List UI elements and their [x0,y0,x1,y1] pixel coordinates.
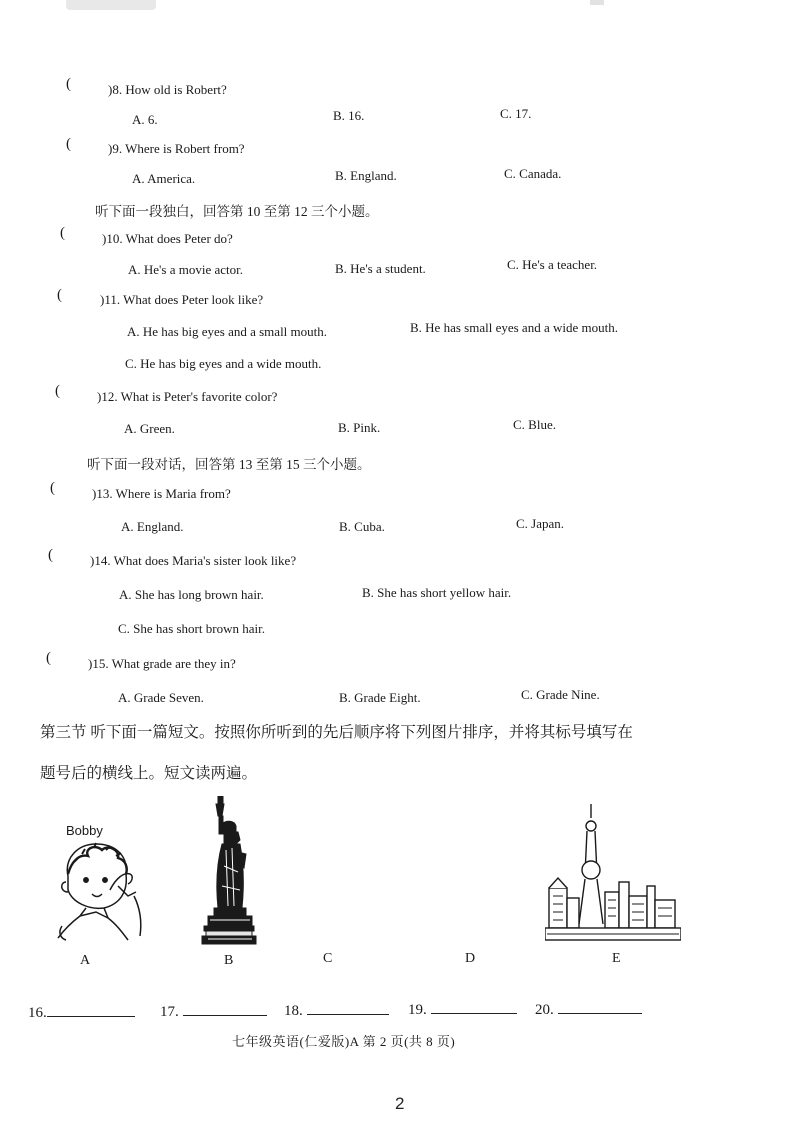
q9-option-b: B. England. [335,168,397,183]
answer-paren-9: ( [66,136,71,152]
q14-option-c: C. She has short brown hair. [118,621,265,636]
instruction-dialogue: 听下面一段对话，回答第 13 至第 15 三个小题。 [87,457,371,472]
page-footer: 七年级英语(仁爱版)A 第 2 页(共 8 页) [232,1034,456,1049]
answer-paren-10: ( [60,225,65,241]
question-15: )15. What grade are they in? [88,656,236,671]
q11-option-b: B. He has small eyes and a wide mouth. [410,320,618,335]
answer-blank-17-number: 17. [160,1004,179,1020]
picture-label-a: A [80,953,91,968]
bobby-picture [50,838,150,946]
answer-line-18[interactable] [307,1000,389,1015]
shanghai-skyline-picture [545,804,681,944]
answer-line-19[interactable] [431,999,517,1014]
section3-heading-cont: 题号后的横线上。短文读两遍。 [40,765,258,782]
q15-option-c: C. Grade Nine. [521,687,600,702]
answer-line-20[interactable] [558,999,642,1014]
q13-option-c: C. Japan. [516,516,565,531]
section3-heading: 第三节 听下面一篇短文。按照你所听到的先后顺序将下列图片排序，并将其标号填写在 [40,724,633,741]
question-11: )11. What does Peter look like? [100,292,264,307]
instruction-monologue: 听下面一段独白，回答第 10 至第 12 三个小题。 [95,204,379,219]
q14-option-a: A. She has long brown hair. [119,587,264,602]
answer-blank-18[interactable] [284,1000,389,1020]
answer-paren-13: ( [50,480,55,496]
answer-blank-18-number: 18. [284,1003,303,1019]
q11-option-c: C. He has big eyes and a wide mouth. [125,356,322,371]
statue-of-liberty-picture [200,796,258,948]
q14-option-b: B. She has short yellow hair. [362,585,512,600]
question-9: )9. Where is Robert from? [108,141,245,156]
picture-label-d: D [465,951,476,966]
q9-option-a: A. America. [132,171,196,186]
q12-option-a: A. Green. [124,421,175,436]
answer-line-16[interactable] [47,1002,135,1017]
picture-label-e: E [612,951,621,966]
q12-option-b: B. Pink. [338,420,381,435]
q10-option-b: B. He's a student. [335,261,426,276]
scan-smudge-top-right [590,0,604,5]
q13-option-b: B. Cuba. [339,519,385,534]
answer-paren-12: ( [55,383,60,399]
q15-option-b: B. Grade Eight. [339,690,421,705]
answer-blank-16-number: 16. [28,1005,47,1021]
answer-blank-17[interactable] [160,1001,267,1021]
q12-option-c: C. Blue. [513,417,556,432]
answer-blank-20-number: 20. [535,1002,554,1018]
q13-option-a: A. England. [121,519,184,534]
question-10: )10. What does Peter do? [102,231,233,246]
q15-option-a: A. Grade Seven. [118,690,204,705]
q10-option-c: C. He's a teacher. [507,257,598,272]
answer-paren-15: ( [46,650,51,666]
page-number: 2 [395,1094,405,1113]
q8-option-b: B. 16. [333,108,365,123]
q10-option-a: A. He's a movie actor. [128,262,243,277]
scan-smudge-top [66,0,156,10]
q8-option-c: C. 17. [500,106,532,121]
q9-option-c: C. Canada. [504,166,562,181]
answer-line-17[interactable] [183,1001,267,1016]
answer-blank-16[interactable] [28,1002,135,1022]
q8-option-a: A. 6. [132,112,158,127]
answer-blank-19[interactable] [408,999,517,1019]
question-8: )8. How old is Robert? [108,82,227,97]
answer-paren-14: ( [48,547,53,563]
answer-paren-11: ( [57,287,62,303]
bobby-caption: Bobby [66,823,103,838]
question-12: )12. What is Peter's favorite color? [97,389,278,404]
q11-option-a: A. He has big eyes and a small mouth. [127,324,328,339]
question-13: )13. Where is Maria from? [92,486,231,501]
picture-label-b: B [224,953,234,968]
answer-blank-20[interactable] [535,999,642,1019]
question-14: )14. What does Maria's sister look like? [90,553,297,568]
answer-blank-19-number: 19. [408,1002,427,1018]
answer-paren-8: ( [66,76,71,92]
picture-label-c: C [323,951,333,966]
